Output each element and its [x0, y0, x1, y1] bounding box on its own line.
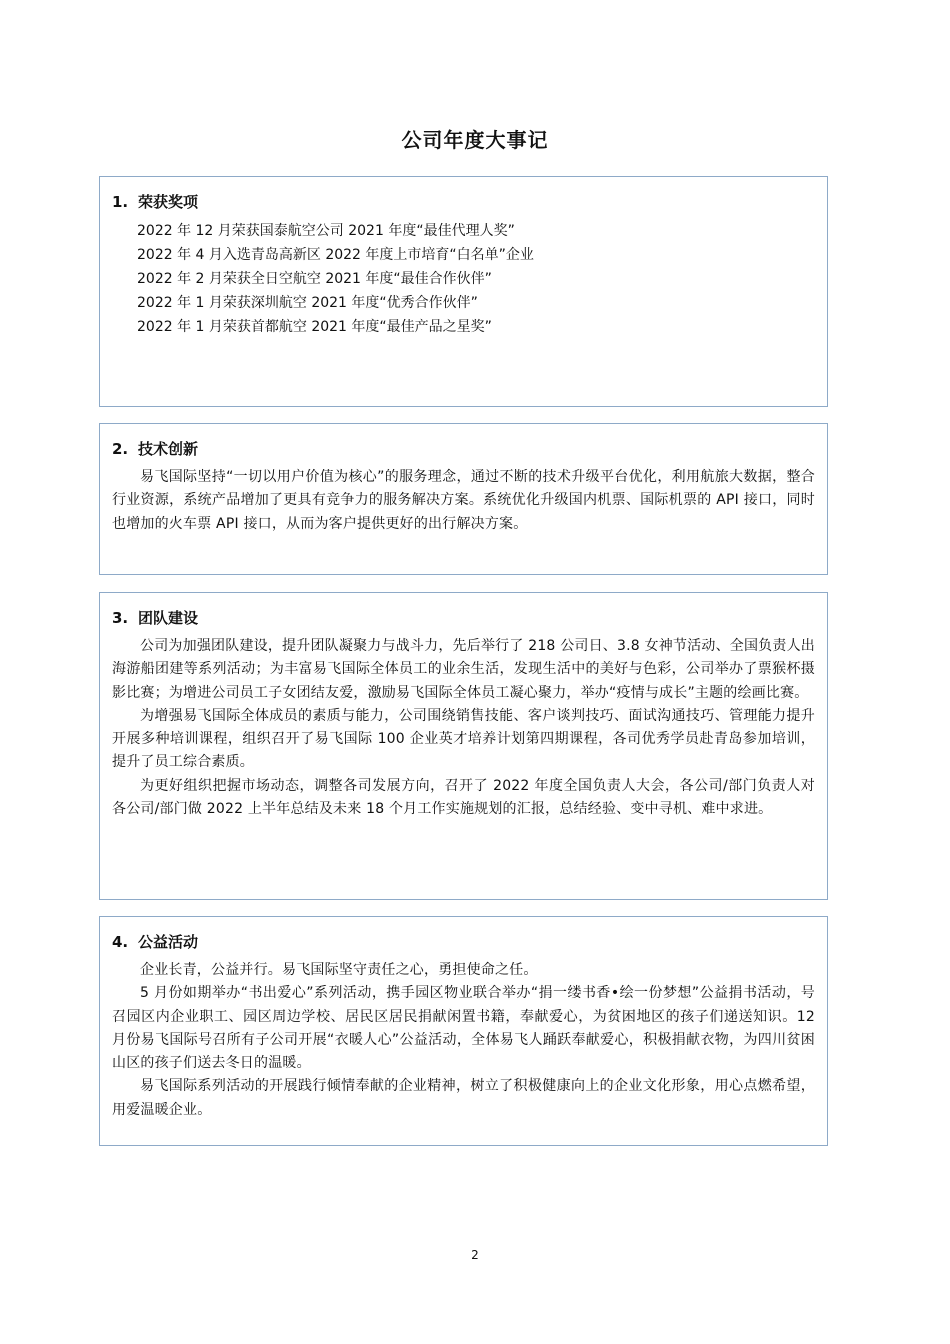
- section-number: 3.: [112, 609, 129, 627]
- section-heading: [112, 929, 815, 955]
- section-number: 1.: [112, 193, 129, 211]
- section-paragraph: 易飞国际系列活动的开展践行倾情奉献的企业精神，树立了积极健康向上的企业文化形象，用心点燃希望，用爱温暖企业。: [112, 1078, 815, 1118]
- section-heading: [112, 605, 815, 631]
- section-title: 荣获奖项: [138, 193, 199, 211]
- team-building-section: [99, 592, 828, 900]
- award-item: 2022 年 2 月荣获全日空航空 2021 年度“最佳合作伙伴”: [137, 271, 492, 287]
- section-paragraph: 为更好组织把握市场动态，调整各司发展方向，召开了 2022 年度全国负责人大会，各公司/部门负责人对各公司/部门做 2022 上半年总结及未来 18 个月工作实施规划的汇报，总结经验、变中寻机、难中求进。: [112, 777, 815, 818]
- section-title: 公益活动: [138, 933, 199, 951]
- award-item: 2022 年 12 月荣获国泰航空公司 2021 年度“最佳代理人奖”: [137, 223, 515, 239]
- section-paragraph: 企业长青，公益并行。易飞国际坚守责任之心，勇担使命之任。: [140, 962, 538, 978]
- page-number: 2: [471, 1248, 479, 1262]
- awards-section: [99, 176, 828, 407]
- public-welfare-section: [99, 916, 828, 1146]
- award-item: 2022 年 4 月入选青岛高新区 2022 年度上市培育“白名单”企业: [137, 247, 534, 263]
- section-title: 技术创新: [138, 440, 199, 458]
- section-paragraph: 易飞国际坚持“一切以用户价值为核心”的服务理念，通过不断的技术升级平台优化，利用航旅大数据，整合行业资源，系统产品增加了更具有竞争力的服务解决方案。系统优化升级国内机票、国际机票的 API 接口，同时也增加的火车票 API 接口，从而为客户提供更好的出行解决方案。: [112, 469, 815, 532]
- section-heading: [112, 189, 815, 215]
- section-paragraph: 5 月份如期举办“书出爱心”系列活动，携手园区物业联合举办“捐一缕书香•绘一份梦想”公益捐书活动，号召园区内企业职工、园区周边学校、居民区居民捐献闲置书籍，奉献爱心，为贫困地区的孩子们递送知识。12 月份易飞国际号召所有子公司开展“衣暖人心”公益活动，全体易飞人踊跃奉献爱心，积极捐献衣物，为四川贫困山区的孩子们送去冬日的温暖。: [112, 985, 815, 1072]
- page-title: 公司年度大事记: [401, 128, 549, 152]
- section-number: 2.: [112, 440, 129, 458]
- section-paragraph: 公司为加强团队建设，提升团队凝聚力与战斗力，先后举行了 218 公司日、3.8 女神节活动、全国负责人出海游船团建等系列活动；为丰富易飞国际全体员工的业余生活，发现生活中的美好与色彩，公司举办了票猴杯摄影比赛；为增进公司员工子女团结友爱，激励易飞国际全体员工凝心聚力，举办“疫情与成长”主题的绘画比赛。: [112, 638, 815, 701]
- award-item: 2022 年 1 月荣获深圳航空 2021 年度“优秀合作伙伴”: [137, 295, 478, 311]
- award-item: 2022 年 1 月荣获首都航空 2021 年度“最佳产品之星奖”: [137, 319, 492, 335]
- section-heading: [112, 436, 815, 462]
- section-number: 4.: [112, 933, 129, 951]
- section-title: 团队建设: [138, 609, 199, 627]
- section-paragraph: 为增强易飞国际全体成员的素质与能力，公司围绕销售技能、客户谈判技巧、面试沟通技巧、管理能力提升开展多种培训课程，组织召开了易飞国际 100 企业英才培养计划第四期课程，各司优秀学员赴青岛参加培训，提升了员工综合素质。: [112, 707, 815, 771]
- tech-innovation-section: [99, 423, 828, 575]
